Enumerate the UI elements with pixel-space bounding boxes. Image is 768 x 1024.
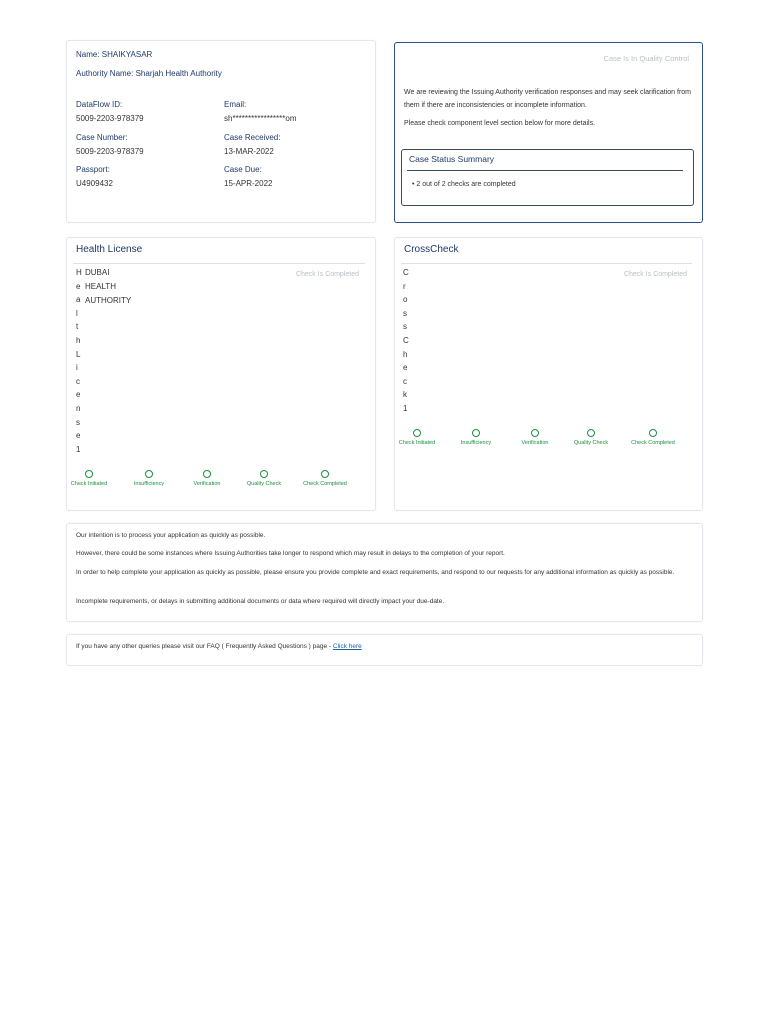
step-label: Check Initiated: [398, 440, 436, 446]
step-circle-icon: [587, 429, 595, 437]
vertical-char: c: [76, 376, 80, 386]
vertical-char: h: [403, 349, 408, 359]
case-due-value: 15-APR-2022: [224, 179, 273, 188]
authority-name: Authority Name: Sharjah Health Authority: [76, 69, 222, 78]
case-received-value: 13-MAR-2022: [224, 147, 274, 156]
vertical-char: t: [76, 322, 79, 332]
step-label: Check Completed: [303, 481, 347, 487]
faq-line: [76, 642, 696, 651]
crosscheck-status: Check Is Completed: [623, 271, 687, 278]
step-circle-icon: [203, 470, 211, 478]
vertical-char: C: [403, 268, 409, 277]
step-circle-icon: [145, 470, 153, 478]
step-circle-icon: [321, 470, 329, 478]
email-value: sh*****************om: [224, 114, 297, 123]
vertical-char: 1: [403, 404, 408, 413]
vertical-char: e: [403, 363, 408, 373]
health-license-status: Check Is Completed: [295, 271, 359, 278]
vertical-char: s: [403, 308, 407, 318]
detail-line: DUBAI: [85, 268, 110, 277]
notice-p1: Our intention is to process your application as quickly as possible.: [76, 532, 266, 539]
crosscheck-divider: [401, 263, 692, 264]
progress-step: [229, 470, 299, 487]
applicant-info-card: [66, 40, 376, 223]
step-label: Verification: [521, 440, 549, 446]
step-label: Insufficiency: [133, 481, 165, 487]
vertical-char: C: [403, 336, 409, 345]
step-circle-icon: [472, 429, 480, 437]
passport-label: Passport:: [76, 165, 110, 174]
vertical-char: s: [403, 322, 407, 332]
vertical-char: n: [76, 404, 81, 413]
case-number-value: 5009-2203-978379: [76, 147, 144, 156]
case-state: Case Is In Quality Control: [603, 54, 689, 63]
crosscheck-title: CrossCheck: [404, 244, 459, 255]
vertical-char: r: [403, 281, 406, 291]
faq-card: [66, 634, 703, 666]
vertical-char: a: [76, 295, 81, 305]
step-label: Quality Check: [246, 481, 282, 487]
vertical-char: L: [76, 349, 81, 359]
faq-text: If you have any other queries please visit our FAQ ( Frequently Asked Questions ) page -: [76, 643, 333, 650]
step-label: Quality Check: [573, 440, 609, 446]
summary-divider: [407, 170, 683, 171]
vertical-char: c: [403, 376, 407, 386]
step-circle-icon: [85, 470, 93, 478]
email-label: Email:: [224, 100, 247, 109]
vertical-char: H: [76, 268, 82, 277]
dataflow-value: 5009-2203-978379: [76, 114, 144, 123]
step-label: Insufficiency: [460, 440, 492, 446]
case-status-card: [394, 42, 703, 223]
step-label: Check Completed: [631, 440, 675, 446]
summary-title: Case Status Summary: [409, 154, 495, 164]
bullet-icon: •: [412, 181, 417, 188]
case-status-summary: [401, 149, 694, 206]
step-label: Check Initiated: [70, 481, 108, 487]
notice-card: [66, 523, 703, 622]
status-message: We are reviewing the Issuing Authority verification responses and may seek clarification from them if there are inconsistencies or incomplete information.: [404, 89, 692, 109]
health-license-divider: [73, 263, 365, 264]
detail-line: HEALTH: [85, 282, 116, 291]
vertical-char: l: [76, 308, 78, 318]
case-received-label: Case Received:: [224, 133, 281, 142]
case-number-label: Case Number:: [76, 133, 128, 142]
dataflow-label: DataFlow ID:: [76, 100, 123, 109]
progress-step: [618, 429, 688, 446]
summary-item-text: 2 out of 2 checks are completed: [416, 181, 516, 188]
faq-link[interactable]: Click here: [332, 643, 362, 650]
progress-step: [290, 470, 360, 487]
vertical-char: e: [76, 431, 81, 441]
notice-p3: In order to help complete your application as quickly as possible, please ensure you provide complete and exact requirements, and respond to our requests for any additional information as quickly as possible.: [76, 569, 675, 576]
vertical-char: e: [76, 390, 81, 400]
summary-list-item: [412, 181, 516, 188]
crosscheck-card: [394, 237, 703, 511]
status-instruction: Please check component level section below for more details.: [404, 120, 596, 127]
progress-step: [556, 429, 626, 446]
case-due-label: Case Due:: [224, 165, 262, 174]
passport-value: U4909432: [76, 179, 113, 188]
notice-p4: Incomplete requirements, or delays in submitting additional documents or data where required will directly impact your due-date.: [76, 598, 445, 605]
vertical-char: 1: [76, 444, 81, 454]
health-license-title: Health License: [76, 244, 143, 255]
step-circle-icon: [649, 429, 657, 437]
vertical-char: k: [403, 390, 407, 400]
step-circle-icon: [531, 429, 539, 437]
detail-line: AUTHORITY: [85, 296, 132, 305]
vertical-char: s: [76, 417, 80, 427]
step-circle-icon: [413, 429, 421, 437]
applicant-name: Name: SHAIKYASAR: [76, 50, 153, 59]
vertical-char: h: [76, 336, 81, 345]
vertical-char: i: [76, 363, 78, 373]
notice-p2: However, there could be some instances where Issuing Authorities take longer to respond which may result in delays to the completion of your report.: [76, 550, 505, 557]
step-circle-icon: [260, 470, 268, 478]
vertical-char: o: [403, 295, 408, 305]
health-license-card: [66, 237, 376, 511]
step-label: Verification: [193, 481, 221, 487]
vertical-char: e: [76, 281, 81, 291]
